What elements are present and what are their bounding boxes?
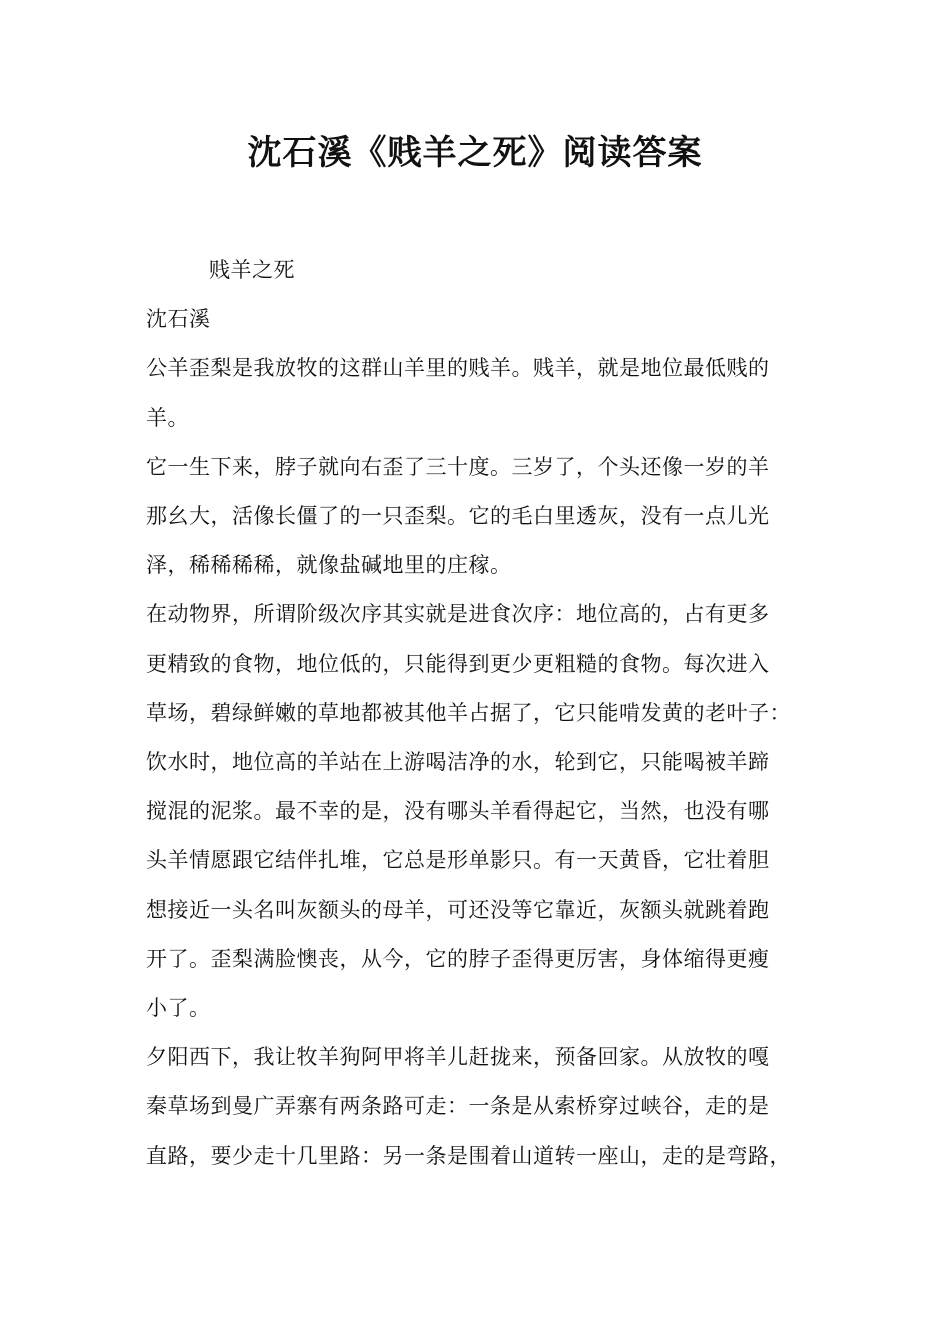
text-line: 夕阳西下，我让牧羊狗阿甲将羊儿赶拢来，预备回家。从放牧的嘎 <box>146 1045 770 1070</box>
text-line: 羊。 <box>146 405 189 430</box>
text-line: 直路，要少走十几里路：另一条是围着山道转一座山，走的是弯路， <box>146 1143 791 1168</box>
text-line: 泽，稀稀稀稀，就像盐碱地里的庄稼。 <box>146 553 512 578</box>
text-line: 更精致的食物，地位低的，只能得到更少更粗糙的食物。每次进入 <box>146 651 770 676</box>
text-line: 那幺大，活像长僵了的一只歪梨。它的毛白里透灰，没有一点儿光 <box>146 504 770 529</box>
text-line: 开了。歪梨满脸懊丧，从今，它的脖子歪得更厉害，身体缩得更瘦 <box>146 946 770 971</box>
text-line: 公羊歪梨是我放牧的这群山羊里的贱羊。贱羊，就是地位最低贱的 <box>146 356 770 381</box>
text-line: 草场，碧绿鲜嫩的草地都被其他羊占据了，它只能啃发黄的老叶子： <box>146 700 791 725</box>
document-body <box>146 246 806 1181</box>
text-line: 饮水时，地位高的羊站在上游喝洁净的水，轮到它，只能喝被羊蹄 <box>146 750 770 775</box>
story-title: 贱羊之死 <box>209 258 295 282</box>
document-title: 沈石溪《贱羊之死》阅读答案 <box>247 133 703 173</box>
text-line: 小了。 <box>146 996 211 1021</box>
text-line: 秦草场到曼广弄寨有两条路可走：一条是从索桥穿过峡谷，走的是 <box>146 1094 770 1119</box>
text-line: 搅混的泥浆。最不幸的是，没有哪头羊看得起它，当然，也没有哪 <box>146 799 770 824</box>
text-line: 它一生下来，脖子就向右歪了三十度。三岁了，个头还像一岁的羊 <box>146 454 770 479</box>
story-author: 沈石溪 <box>146 307 211 332</box>
text-line: 想接近一头名叫灰额头的母羊，可还没等它靠近，灰额头就跳着跑 <box>146 897 770 922</box>
text-line: 头羊情愿跟它结伴扎堆，它总是形单影只。有一天黄昏，它壮着胆 <box>146 848 770 873</box>
text-line: 在动物界，所谓阶级次序其实就是进食次序：地位高的，占有更多 <box>146 602 770 627</box>
